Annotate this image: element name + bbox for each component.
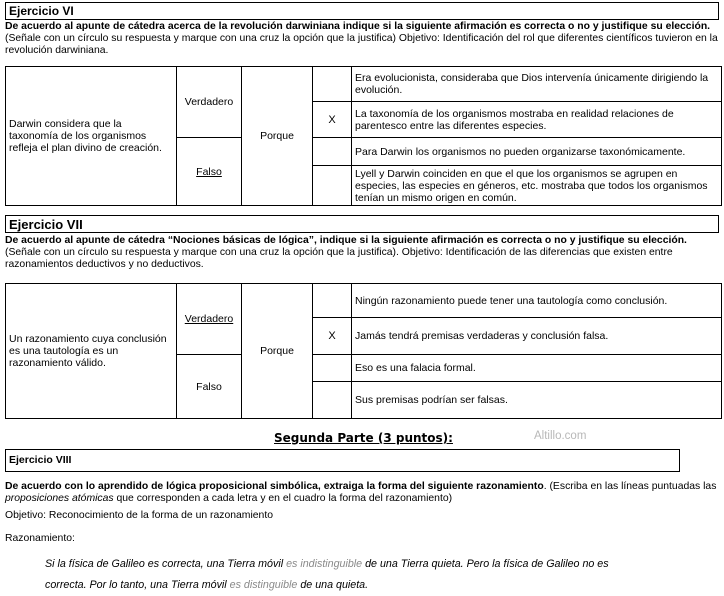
ej6-porque: Porque [242,67,313,206]
ej6-option-2: La taxonomía de los organismos mostraba en realidad relaciones de parentesco entre las diferentes especies. [352,102,722,138]
ej8-prompt-italic: proposiciones atómicas [5,493,114,504]
ej8-objective: Objetivo: Reconocimiento de la forma de un razonamiento [5,510,273,521]
ej7-false-option[interactable]: Falso [177,355,242,419]
ej8-title: Ejercicio VIII [5,449,680,472]
razonamiento-line-1 [45,554,705,574]
ej7-true-option[interactable]: Verdadero [177,284,242,355]
ej7-table [5,283,722,419]
ej6-option-3: Para Darwin los organismos no pueden organizarse taxonómicamente. [352,138,722,166]
ej6-true-option[interactable]: Verdadero [177,67,242,138]
ej7-mark-3[interactable] [313,355,352,382]
ej7-prompt-bold: De acuerdo al apunte de cátedra “Nociones básicas de lógica”, indique si la siguiente afirmación es correcta o no y justifique su elección. [5,235,687,246]
ej7-option-3: Eso es una falacia formal. [352,355,722,382]
ej8-prompt [5,481,717,505]
ej7-title: Ejercicio VII [5,215,719,233]
watermark: Altillo.com [534,430,587,442]
ej8-prompt-end: que corresponden a cada letra y en el cuadro la forma del razonamiento) [113,493,453,504]
ej6-prompt [5,21,719,57]
razonamiento-2a: correcta. Por lo tanto, una Tierra móvil [45,579,230,591]
ej7-option-4: Sus premisas podrían ser falsas. [352,382,722,419]
ej6-prompt-rest: (Señale con un círculo su respuesta y marque con una cruz la opción que la justifica) Objetivo: Identificación del rol que diferentes científicos tuvieron en la revolución darwiniana. [5,33,718,56]
ej7-porque: Porque [242,284,313,419]
ej6-mark-1[interactable] [313,67,352,102]
razonamiento-line-2 [45,575,705,595]
razonamiento-1b: es indistinguible [286,558,363,570]
ej6-option-4: Lyell y Darwin coinciden en que el que los organismos se agrupen en especies, las especies en géneros, etc. mostraba que todos los organismos tenían un mismo origen en común. [352,166,722,206]
ej7-mark-2[interactable]: X [313,318,352,355]
ej6-statement: Darwin considera que la taxonomía de los organismos refleja el plan divino de creación. [6,67,177,206]
ej6-prompt-bold: De acuerdo al apunte de cátedra acerca de la revolución darwiniana indique si la siguiente afirmación es correcta o no y justifique su elección. [5,21,711,32]
segunda-parte-heading: Segunda Parte (3 puntos): [274,431,453,445]
ej6-false-option[interactable]: Falso [177,138,242,206]
ej7-prompt [5,235,719,271]
ej6-mark-3[interactable] [313,138,352,166]
ej7-statement: Un razonamiento cuya conclusión es una tautología es un razonamiento válido. [6,284,177,419]
ej6-option-1: Era evolucionista, consideraba que Dios intervenía únicamente dirigiendo la evolución. [352,67,722,102]
razonamiento-label: Razonamiento: [5,533,75,544]
ej6-table [5,66,722,206]
ej7-mark-1[interactable] [313,284,352,318]
razonamiento-2b: es distinguible [229,579,298,591]
ej6-title: Ejercicio VI [5,2,719,20]
razonamiento-2c: de una quieta. [297,579,369,591]
ej7-option-2: Jamás tendrá premisas verdaderas y conclusión falsa. [352,318,722,355]
ej7-prompt-rest: (Señale con un círculo su respuesta y marque con una cruz la opción que la justifica). Objetivo: Identificación de las diferencias que existen entre razonamientos deductivos y no deductivos. [5,247,673,270]
ej6-mark-2[interactable]: X [313,102,352,138]
ej7-mark-4[interactable] [313,382,352,419]
ej6-mark-4[interactable] [313,166,352,206]
ej8-prompt-bold: De acuerdo con lo aprendido de lógica proposicional simbólica, extraiga la forma del siguiente razonamiento [5,481,544,492]
razonamiento-1a: Si la física de Galileo es correcta, una Tierra móvil [45,558,287,570]
razonamiento-1c: de una Tierra quieta. Pero la física de Galileo no es [362,558,609,570]
ej8-prompt-mid: . (Escriba en las líneas puntuadas las [543,481,717,492]
ej7-option-1: Ningún razonamiento puede tener una tautología como conclusión. [352,284,722,318]
